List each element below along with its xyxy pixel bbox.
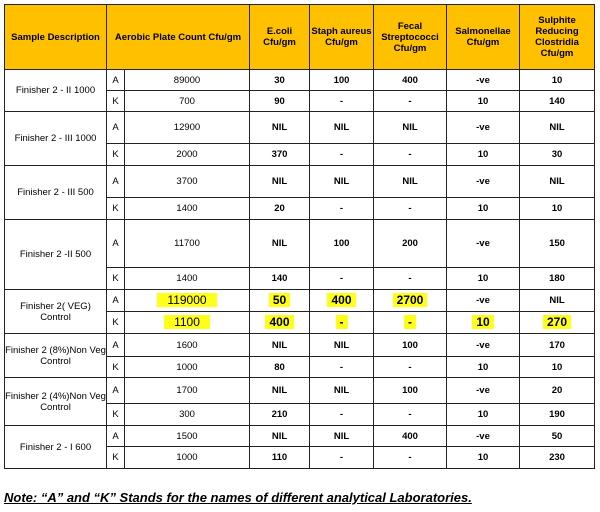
aerobic-plate-count-cell: 1600 <box>125 334 250 357</box>
aerobic-plate-count-cell: 1500 <box>125 426 250 447</box>
header-staph-aureus: Staph aureus Cfu/gm <box>310 5 374 70</box>
sample-description-cell: Finisher 2 - II 1000 <box>5 70 107 112</box>
highlighted-value: 400 <box>327 293 355 307</box>
fecal-streptococci-cell: - <box>374 144 447 166</box>
salmonellae-cell: 10 <box>447 404 520 426</box>
header-ecoli: E.coli Cfu/gm <box>250 5 310 70</box>
staph-aureus-cell: - <box>310 144 374 166</box>
table-row <box>5 334 595 357</box>
staph-aureus-cell: NIL <box>310 426 374 447</box>
fecal-streptococci-cell <box>374 290 447 312</box>
clostridia-cell: 50 <box>520 426 595 447</box>
results-body <box>5 70 595 469</box>
clostridia-cell: 30 <box>520 144 595 166</box>
ecoli-cell: NIL <box>250 220 310 268</box>
lab-cell: K <box>107 144 125 166</box>
fecal-streptococci-cell: 100 <box>374 378 447 404</box>
aerobic-plate-count-cell: 1000 <box>125 357 250 378</box>
lab-cell: A <box>107 290 125 312</box>
highlighted-value: 50 <box>269 293 290 307</box>
aerobic-plate-count-cell: 3700 <box>125 166 250 198</box>
fecal-streptococci-cell: 400 <box>374 426 447 447</box>
clostridia-cell: 10 <box>520 357 595 378</box>
fecal-streptococci-cell: - <box>374 198 447 220</box>
aerobic-plate-count-cell: 1700 <box>125 378 250 404</box>
highlighted-value: 10 <box>472 315 493 329</box>
lab-cell: A <box>107 112 125 144</box>
clostridia-cell: 180 <box>520 268 595 290</box>
salmonellae-cell: 10 <box>447 357 520 378</box>
aerobic-plate-count-cell: 1000 <box>125 447 250 469</box>
highlighted-value: 270 <box>543 315 571 329</box>
staph-aureus-cell: - <box>310 357 374 378</box>
clostridia-cell: 170 <box>520 334 595 357</box>
aerobic-plate-count-cell: 12900 <box>125 112 250 144</box>
aerobic-plate-count-cell: 11700 <box>125 220 250 268</box>
lab-cell: K <box>107 91 125 112</box>
header-aerobic-plate-count: Aerobic Plate Count Cfu/gm <box>107 5 250 70</box>
salmonellae-cell <box>447 312 520 334</box>
staph-aureus-cell <box>310 312 374 334</box>
aerobic-plate-count-cell: 2000 <box>125 144 250 166</box>
staph-aureus-cell: - <box>310 91 374 112</box>
sample-description-cell: Finisher 2 - I 600 <box>5 426 107 469</box>
clostridia-cell: NIL <box>520 290 595 312</box>
salmonellae-cell: -ve <box>447 426 520 447</box>
clostridia-cell: 20 <box>520 378 595 404</box>
fecal-streptococci-cell: - <box>374 357 447 378</box>
fecal-streptococci-cell: - <box>374 91 447 112</box>
ecoli-cell: 210 <box>250 404 310 426</box>
lab-cell: K <box>107 312 125 334</box>
ecoli-cell <box>250 290 310 312</box>
lab-cell: A <box>107 70 125 91</box>
lab-cell: A <box>107 334 125 357</box>
sample-description-cell: Finisher 2 (4%)Non Veg Control <box>5 378 107 426</box>
fecal-streptococci-cell: - <box>374 447 447 469</box>
aerobic-plate-count-cell <box>125 312 250 334</box>
ecoli-cell: 110 <box>250 447 310 469</box>
sample-description-cell: Finisher 2( VEG) Control <box>5 290 107 334</box>
ecoli-cell: 140 <box>250 268 310 290</box>
table-row <box>5 290 595 312</box>
table-row <box>5 220 595 268</box>
salmonellae-cell: 10 <box>447 268 520 290</box>
staph-aureus-cell: - <box>310 447 374 469</box>
salmonellae-cell: 10 <box>447 91 520 112</box>
salmonellae-cell: -ve <box>447 166 520 198</box>
table-row <box>5 70 595 91</box>
aerobic-plate-count-cell: 700 <box>125 91 250 112</box>
clostridia-cell: 150 <box>520 220 595 268</box>
aerobic-plate-count-cell: 300 <box>125 404 250 426</box>
staph-aureus-cell: 100 <box>310 70 374 91</box>
sample-description-cell: Finisher 2 -II 500 <box>5 220 107 290</box>
footnote: Note: “A” and “K” Stands for the names of different analytical Laboratories. <box>4 490 472 505</box>
ecoli-cell: 30 <box>250 70 310 91</box>
fecal-streptococci-cell: 200 <box>374 220 447 268</box>
clostridia-cell: NIL <box>520 166 595 198</box>
lab-cell: A <box>107 220 125 268</box>
staph-aureus-cell: NIL <box>310 112 374 144</box>
clostridia-cell: 190 <box>520 404 595 426</box>
table-row <box>5 378 595 404</box>
lab-cell: A <box>107 166 125 198</box>
clostridia-cell: 230 <box>520 447 595 469</box>
ecoli-cell: NIL <box>250 112 310 144</box>
salmonellae-cell: -ve <box>447 220 520 268</box>
header-sulphite-reducing-clostridia: Sulphite Reducing Clostridia Cfu/gm <box>520 5 595 70</box>
sample-description-cell: Finisher 2 - III 500 <box>5 166 107 220</box>
fecal-streptococci-cell: 400 <box>374 70 447 91</box>
lab-cell: K <box>107 404 125 426</box>
salmonellae-cell: 10 <box>447 198 520 220</box>
salmonellae-cell: 10 <box>447 447 520 469</box>
staph-aureus-cell: - <box>310 404 374 426</box>
salmonellae-cell: 10 <box>447 144 520 166</box>
aerobic-plate-count-cell <box>125 290 250 312</box>
staph-aureus-cell: 100 <box>310 220 374 268</box>
ecoli-cell: 370 <box>250 144 310 166</box>
sample-description-cell: Finisher 2 - III 1000 <box>5 112 107 166</box>
salmonellae-cell: -ve <box>447 378 520 404</box>
lab-cell: K <box>107 198 125 220</box>
staph-aureus-cell: NIL <box>310 334 374 357</box>
lab-cell: K <box>107 357 125 378</box>
ecoli-cell: NIL <box>250 426 310 447</box>
staph-aureus-cell: - <box>310 268 374 290</box>
clostridia-cell <box>520 312 595 334</box>
ecoli-cell: NIL <box>250 166 310 198</box>
lab-cell: K <box>107 268 125 290</box>
sample-description-cell: Finisher 2 (8%)Non Veg Control <box>5 334 107 378</box>
highlighted-value: - <box>404 315 416 329</box>
highlighted-value: 2700 <box>393 293 428 307</box>
highlighted-value: 400 <box>265 315 293 329</box>
clostridia-cell: NIL <box>520 112 595 144</box>
header-sample-description: Sample Description <box>5 5 107 70</box>
salmonellae-cell: -ve <box>447 70 520 91</box>
staph-aureus-cell: NIL <box>310 166 374 198</box>
salmonellae-cell: -ve <box>447 290 520 312</box>
header-salmonellae: Salmonellae Cfu/gm <box>447 5 520 70</box>
results-table <box>4 4 595 469</box>
ecoli-cell: 80 <box>250 357 310 378</box>
fecal-streptococci-cell: - <box>374 404 447 426</box>
header-row <box>5 5 595 70</box>
clostridia-cell: 140 <box>520 91 595 112</box>
staph-aureus-cell <box>310 290 374 312</box>
aerobic-plate-count-cell: 1400 <box>125 198 250 220</box>
fecal-streptococci-cell: NIL <box>374 112 447 144</box>
ecoli-cell: 20 <box>250 198 310 220</box>
fecal-streptococci-cell: 100 <box>374 334 447 357</box>
header-fecal-streptococci: Fecal Streptococci Cfu/gm <box>374 5 447 70</box>
fecal-streptococci-cell <box>374 312 447 334</box>
lab-cell: A <box>107 378 125 404</box>
staph-aureus-cell: NIL <box>310 378 374 404</box>
clostridia-cell: 10 <box>520 198 595 220</box>
fecal-streptococci-cell: NIL <box>374 166 447 198</box>
salmonellae-cell: -ve <box>447 112 520 144</box>
highlighted-value: 1100 <box>164 315 210 329</box>
lab-cell: K <box>107 447 125 469</box>
highlighted-value: - <box>336 315 348 329</box>
lab-cell: A <box>107 426 125 447</box>
ecoli-cell: 90 <box>250 91 310 112</box>
fecal-streptococci-cell: - <box>374 268 447 290</box>
aerobic-plate-count-cell: 89000 <box>125 70 250 91</box>
table-row <box>5 112 595 144</box>
salmonellae-cell: -ve <box>447 334 520 357</box>
table-row <box>5 166 595 198</box>
table-row <box>5 426 595 447</box>
aerobic-plate-count-cell: 1400 <box>125 268 250 290</box>
ecoli-cell: NIL <box>250 334 310 357</box>
ecoli-cell <box>250 312 310 334</box>
ecoli-cell: NIL <box>250 378 310 404</box>
staph-aureus-cell: - <box>310 198 374 220</box>
highlighted-value: 119000 <box>157 293 216 307</box>
clostridia-cell: 10 <box>520 70 595 91</box>
